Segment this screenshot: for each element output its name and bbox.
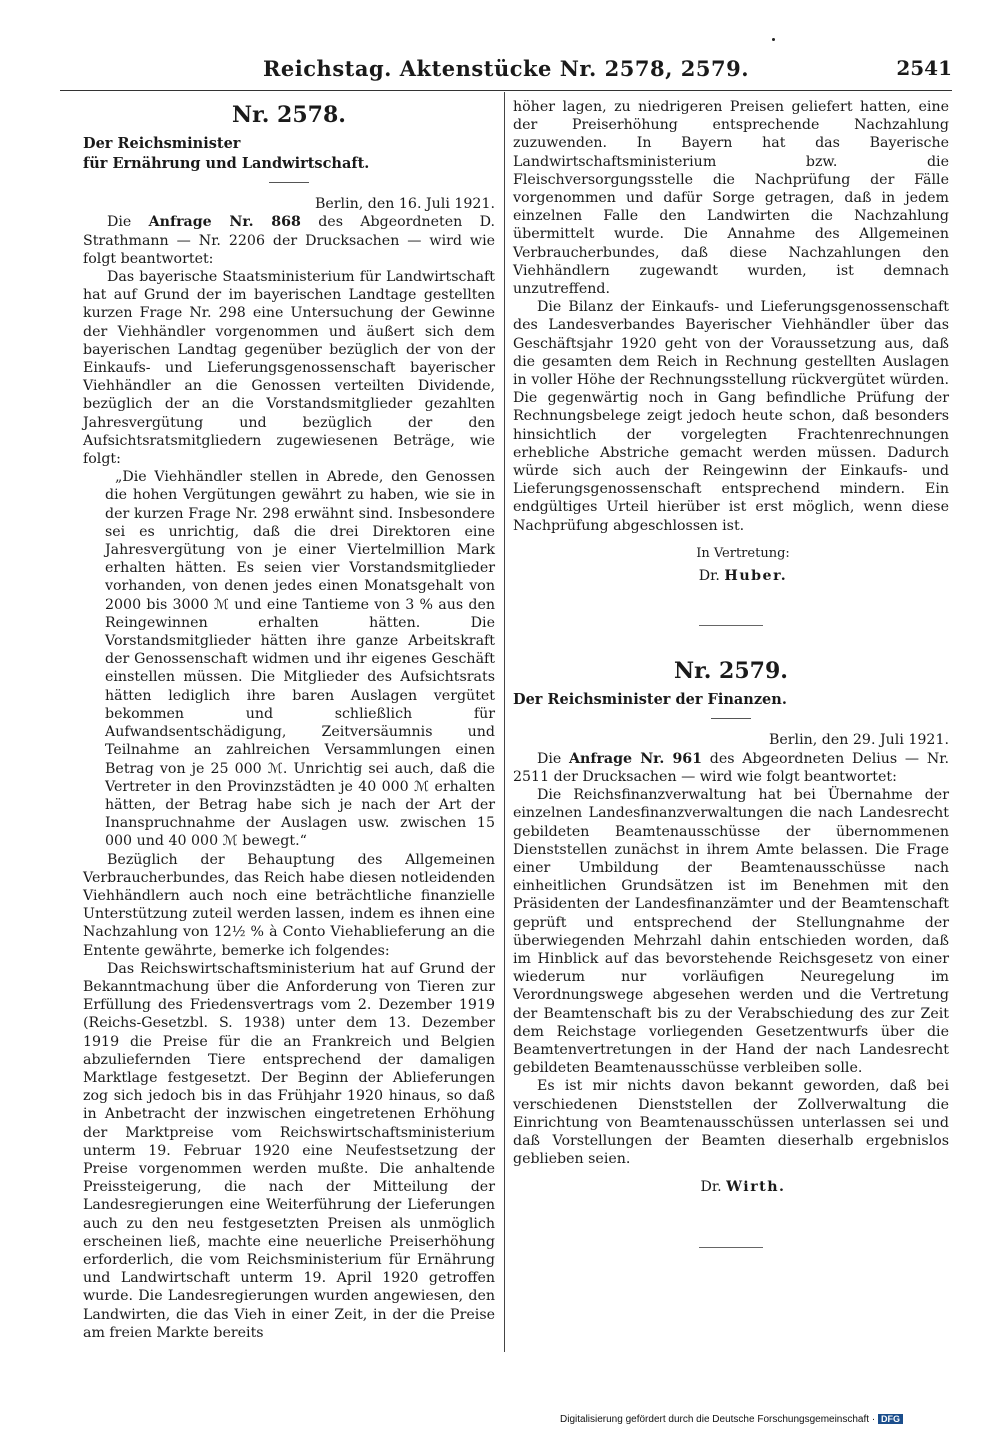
short-rule [711, 718, 751, 719]
doc-2578-paragraph-4: Die Bilanz der Einkaufs- und Lieferungsgenossenschaft des Landesverbandes Bayerischer Viehhändler über das Geschäftsjahr 1920 geht von der Voraussetzung aus, daß die gesamten dem Reich in Rechnung gestellten Auslagen in voller Höhe der Rechnungsstellung rückvergütet würden. Die gegenwärtig noch in Gang befindliche Prüfung der Rechnungsbelege zeigt jedoch heute schon, daß besonders hinsichtlich der vorgelegten Frachtenrechnungen erhebliche Abstriche gemacht werden müssen. Dadurch würde sich auch der Reingewinn der Einkaufs- und Lieferungsgenossenschaft entsprechend mindern. Ein endgültiges Urteil hierüber ist erst möglich, wenn diese Nachprüfung abgeschlossen ist. [513, 299, 949, 534]
doc-2579-intro [513, 750, 949, 786]
intro-prefix: Die [107, 214, 132, 231]
page-header [60, 56, 952, 86]
footer-text: Digitalisierung gefördert durch die Deutsche Forschungsgemeinschaft · [560, 1414, 876, 1425]
doc-2578-sender-line1: Der Reichsminister [83, 135, 241, 153]
signature-prefix: Dr. [700, 1179, 722, 1196]
doc-2578-dateline: Berlin, den 16. Juli 1921. [314, 196, 495, 213]
anfrage-reference: Anfrage Nr. 961 [569, 750, 703, 767]
doc-2579-sender: Der Reichsminister der Finanzen. [513, 691, 787, 709]
speck-mark [772, 38, 775, 41]
in-vertretung: In Vertretung: [696, 545, 790, 561]
doc-2578-intro [83, 213, 495, 268]
doc-2578-paragraph-2: Bezüglich der Behauptung des Allgemeinen Verbraucherbundes, das Reich habe diesen notleidenden Viehhändlern auch noch eine beträchtliche finanzielle Unterstützung zuteil werden lassen, indem es ihnen eine Nachzahlung von 12½ % à Conto Viehablieferung an die Entente gewährte, bemerke ich folgendes: [83, 851, 495, 959]
digitization-footer [560, 1414, 903, 1425]
doc-2578-quote: „Die Viehhändler stellen in Abrede, den Genossen die hohen Vergütungen gewährt zu haben, wie sie in der kurzen Frage Nr. 298 erwähnt sind. Insbesondere sei es unrichtig, daß die drei Direktoren eine Jahresvergütung von je einer Viertelmillion Mark erhalten hätten. Es seien vier Vorstandsmitglieder vorhanden, von denen jedes einen Monatsgehalt von 2000 bis 3000 ℳ und eine Tantieme von 3 % aus den Reingewinnen erhalten hätten. Die Vorstandsmitglieder hätten ihre ganze Arbeitskraft der Genossenschaft widmen und ihr eigenes Geschäft einstellen müssen. Die Mitglieder des Aufsichtsrats hätten lediglich ihre baren Auslagen vergütet bekommen und schließlich für Aufwandsentschädigung, Zeitversäumnis und Teilnahme an zahlreichen Versammlungen einen Betrag von je 25 000 ℳ. Unrichtig sei auch, daß die Vertreter in den Provinzstädten je 40 000 ℳ erhalten hätten, der Betrag habe sich je nach der Art der Inanspruchnahme der Auslagen usw. zwischen 15 000 und 40 000 ℳ bewegt.“ [105, 469, 495, 850]
doc-2578-paragraph-3: Das Reichswirtschaftsministerium hat auf Grund der Bekanntmachung über die Anforderung von Tieren zur Erfüllung des Friedensvertrags vom 2. Dezember 1919 (Reichs-Gesetzbl. S. 1938) unter dem 13. Dezember 1919 die Preise für die an Frankreich und Belgien abzuliefernden Tiere entsprechend der damaligen Marktlage festgesetzt. Der Beginn der Ablieferungen zog sich jedoch bis in das Frühjahr 1920 hinaus, so daß in Anbetracht der inzwischen eingetretenen Erhöhung der Marktpreise vom Reichswirtschaftsministerium unterm 19. Februar 1920 eine Neufestsetzung der Preise vorgenommen werden mußte. Die anhaltende Preissteigerung, die nach der Mitteilung der Landesregierungen eine Weiterführung der Lieferungen auch zu den neu festgesetzten Preisen als unmöglich erscheinen ließ, machte eine neuerliche Preiserhöhung erforderlich, die vom Reichsministerium für Ernährung und Landwirtschaft unterm 19. April 1920 getroffen wurde. Die Landesregierungen wurden angewiesen, den Landwirten, die das Vieh in einer Zeit, in der die Preise am freien Markte bereits [83, 960, 495, 1341]
doc-2579-dateline: Berlin, den 29. Juli 1921. [768, 732, 949, 749]
anfrage-reference: Anfrage Nr. 868 [148, 214, 301, 231]
doc-2578-number: Nr. 2578. [232, 102, 346, 128]
doc-2578-paragraph-1: Das bayerische Staatsministerium für Landwirtschaft hat auf Grund der im bayerischen Landtage gestellten kurzen Frage Nr. 298 eine Untersuchung der Gewinne der Viehhändler vorgenommen und äußert sich dem bayerischen Landtag gegenüber bezüglich der von der Einkaufs- und Lieferungsgenossenschaft bayerischer Viehhändler an die Genossen verteilten Dividende, bezüglich der an die Vorstandsmitglieder gezahlten Jahresvergütung und bezüglich der den Aufsichtsratsmitgliedern zugewiesenen Beträge, wie folgt: [83, 269, 495, 468]
signature-name: Huber. [724, 568, 788, 585]
right-column [513, 98, 949, 1284]
doc-2578-sender-line2: für Ernährung und Landwirtschaft. [83, 155, 370, 173]
section-separator [699, 625, 763, 626]
signature-prefix: Dr. [698, 568, 720, 585]
doc-2579-signature [513, 1178, 949, 1196]
column-divider [504, 92, 505, 1352]
doc-2578-signature [513, 567, 949, 585]
intro-prefix: Die [537, 750, 562, 767]
short-rule [269, 182, 309, 183]
left-column [83, 98, 495, 1342]
end-separator [699, 1247, 763, 1248]
doc-2579-paragraph-2: Es ist mir nichts davon bekannt geworden, daß bei verschiedenen Dienststellen der Zollverwaltung die Einrichtung von Beamtenausschüssen unterlassen sei und daß Vorstellungen der Beamten dieserhalb ergebnislos geblieben seien. [513, 1078, 949, 1168]
doc-2579-paragraph-1: Die Reichsfinanzverwaltung hat bei Übernahme der einzelnen Landesfinanzverwaltungen die nach Landesrecht gebildeten Beamtenausschüsse der übernommenen Dienststellen zunächst in ihrem Amte belassen. Die Frage einer Umbildung der Beamtenausschüsse nach einheitlichen Grundsätzen ist im Benehmen mit den Präsidenten der Landesfinanzämter und der Beamtenschaft geprüft und entsprechend der Stellungnahme der überwiegenden Mehrzahl dahin entschieden worden, daß im Hinblick auf das bevorstehende Reichsgesetz von einer wiederum nur vorläufigen Neuregelung im Verordnungswege abgesehen werden und die Vertretung der Beamtenschaft bis zu der Verabschiedung des zur Zeit dem Reichstage vorliegenden Gesetzentwurfs über die Beamtenvertretungen in der Hand der nach Landesrecht gebildeten Beamtenausschüsse verbleiben solle. [513, 787, 949, 1077]
dfg-logo: DFG [878, 1414, 903, 1424]
header-rule [60, 90, 952, 91]
intro-rest: des Abgeordneten D. Strathmann — Nr. 2206 der Drucksachen — wird wie folgt beantwortet: [83, 214, 495, 267]
running-title: Reichstag. Aktenstücke Nr. 2578, 2579. [262, 56, 750, 81]
doc-2578-paragraph-3-continued: höher lagen, zu niedrigeren Preisen geliefert hatten, eine der Preiserhöhung entsprechende Nachzahlung zuzuwenden. In Bayern hat das Bayerische Landwirtschaftsministerium bzw. die Fleischversorgungsstelle die Nachprüfung der Fälle vorgenommen und dafür Sorge getragen, daß in jedem einzelnen Falle den Landwirten die Nachzahlung übermittelt wurde. Die Annahme des Allgemeinen Verbraucherbundes, daß diese Nachzahlungen den Viehhändlern zugewandt wurden, ist demnach unzutreffend. [513, 99, 949, 298]
intro-rest: des Abgeordneten Delius — Nr. 2511 der Drucksachen — wird wie folgt beantwortet: [513, 750, 949, 785]
page-number: 2541 [896, 56, 952, 80]
signature-name: Wirth. [726, 1179, 786, 1196]
doc-2579-number: Nr. 2579. [674, 658, 788, 685]
doc-2578-quote-block [105, 468, 495, 850]
